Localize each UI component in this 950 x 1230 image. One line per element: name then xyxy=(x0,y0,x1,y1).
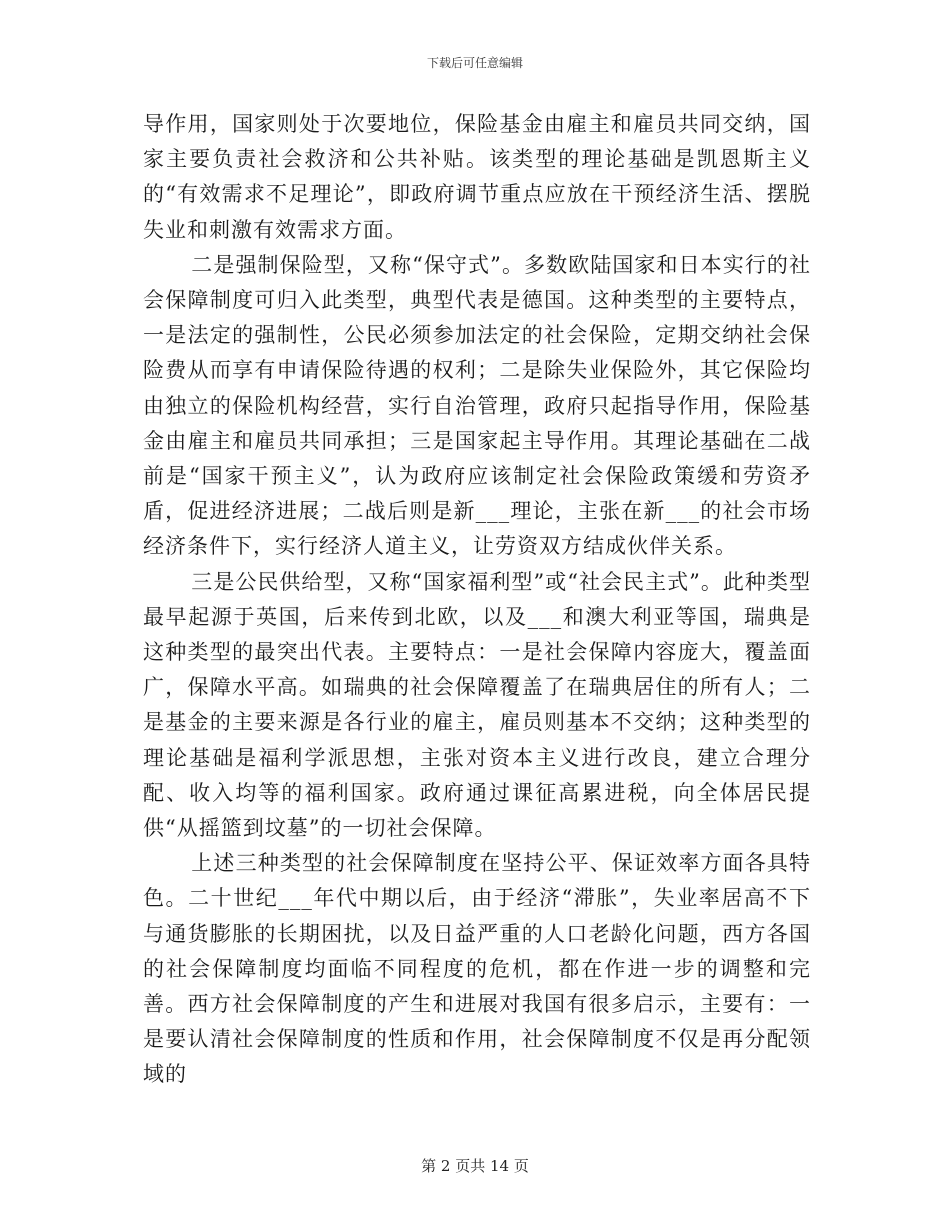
paragraph-4: 上述三种类型的社会保障制度在坚持公平、保证效率方面各具特色。二十世纪___年代中期以后，由于经济“滞胀”，失业率居高不下与通货膨胀的长期困扰，以及日益严重的人口老龄化问题，西方各国的社会保障制度均面临不同程度的危机，都在作进一步的调整和完善。西方社会保障制度的产生和进展对我国有很多启示，主要有：一是要认清社会保障制度的性质和作用，社会保障制度不仅是再分配领域的 xyxy=(143,851,811,1087)
document-body xyxy=(143,107,811,1093)
page-footer: 第 2 页共 14 页 xyxy=(421,1157,529,1175)
paragraph-3: 三是公民供给型，又称“国家福利型”或“社会民主式”。此种类型最早起源于英国，后来传到北欧，以及___和澳大利亚等国，瑞典是这种类型的最突出代表。主要特点：一是社会保障内容庞大，覆盖面广，保障水平高。如瑞典的社会保障覆盖了在瑞典居住的所有人；二是基金的主要来源是各行业的雇主，雇员则基本不交纳；这种类型的理论基础是福利学派思想，主张对资本主义进行改良，建立合理分配、收入均等的福利国家。政府通过课征高累进税，向全体居民提供“从摇篮到坟墓”的一切社会保障。 xyxy=(143,569,811,841)
paragraph-2: 二是强制保险型，又称“保守式”。多数欧陆国家和日本实行的社会保障制度可归入此类型，典型代表是德国。这种类型的主要特点，一是法定的强制性，公民必须参加法定的社会保险，定期交纳社会保险费从而享有申请保险待遇的权利；二是除失业保险外，其它保险均由独立的保险机构经营，实行自治管理，政府只起指导作用，保险基金由雇主和雇员共同承担；三是国家起主导作用。其理论基础在二战前是“国家干预主义”，认为政府应该制定社会保险政策缓和劳资矛盾，促进经济进展；二战后则是新___理论，主张在新___的社会市场经济条件下，实行经济人道主义，让劳资双方结成伙伴关系。 xyxy=(143,252,811,559)
page-header: 下载后可任意编辑 xyxy=(426,56,523,70)
paragraph-1: 导作用，国家则处于次要地位，保险基金由雇主和雇员共同交纳，国家主要负责社会救济和公共补贴。该类型的理论基础是凯恩斯主义的“有效需求不足理论”，即政府调节重点应放在干预经济生活、摆脱失业和刺激有效需求方面。 xyxy=(143,112,811,242)
